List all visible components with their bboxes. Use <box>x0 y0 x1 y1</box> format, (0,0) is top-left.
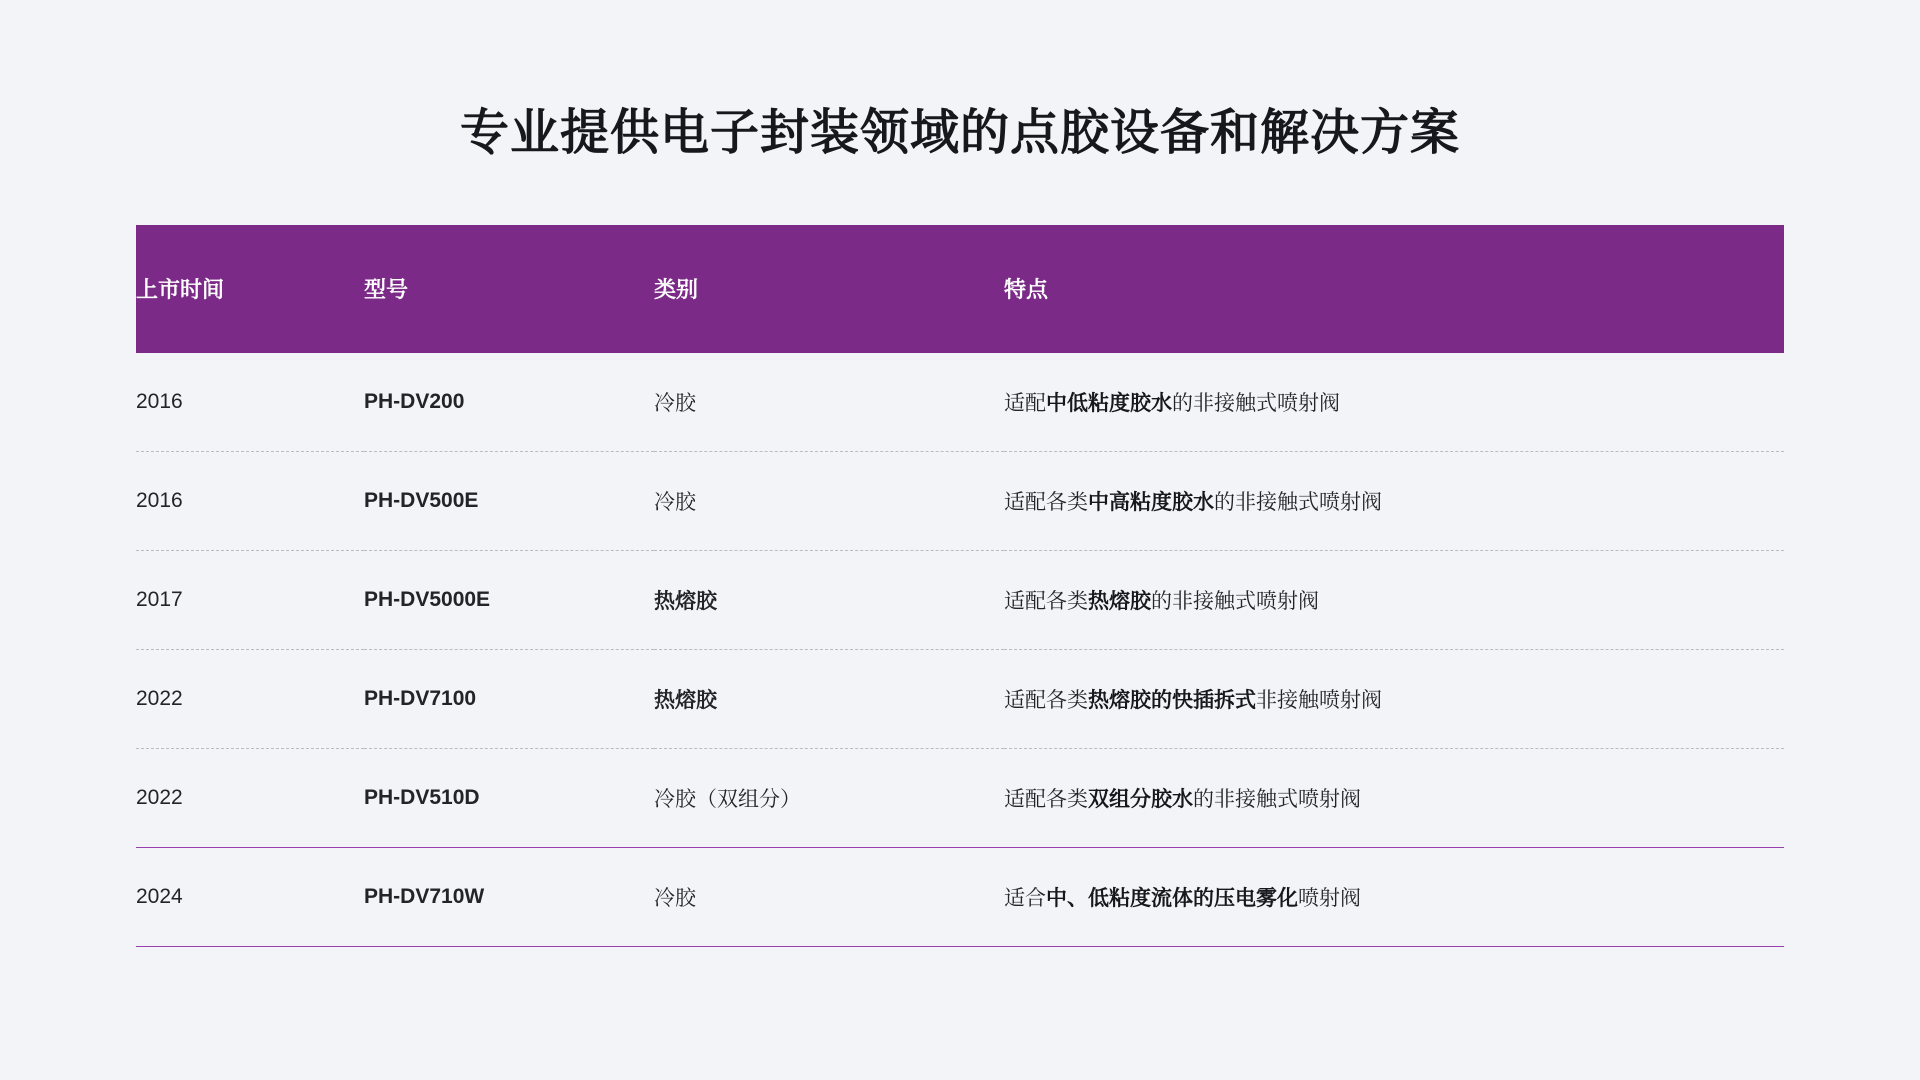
page-title: 专业提供电子封装领域的点胶设备和解决方案 <box>459 106 1460 160</box>
table-row <box>136 451 1784 550</box>
cell-features <box>1004 353 1784 452</box>
feature-text: 的非接触式喷射阀 <box>1151 589 1319 613</box>
cell-model: PH-DV7100 <box>364 649 654 748</box>
column-header-launch-year: 上市时间 <box>136 225 364 353</box>
feature-text: 的非接触式喷射阀 <box>1172 391 1340 415</box>
cell-launch-year: 2017 <box>136 550 364 649</box>
cell-launch-year: 2016 <box>136 353 364 452</box>
feature-text: 适合 <box>1004 886 1046 910</box>
feature-highlight: 热熔胶的快插拆式 <box>1088 688 1256 712</box>
cell-category: 热熔胶 <box>654 550 1004 649</box>
cell-category: 冷胶 <box>654 353 1004 452</box>
feature-text: 适配各类 <box>1004 787 1088 811</box>
cell-features <box>1004 649 1784 748</box>
table-row <box>136 847 1784 946</box>
table-body <box>136 353 1784 947</box>
feature-highlight: 双组分胶水 <box>1088 787 1193 811</box>
cell-model: PH-DV710W <box>364 847 654 946</box>
product-table <box>136 225 1784 947</box>
feature-text: 的非接触式喷射阀 <box>1214 490 1382 514</box>
feature-highlight: 热熔胶 <box>1088 589 1151 613</box>
table-header-row <box>136 225 1784 353</box>
cell-category: 冷胶 <box>654 451 1004 550</box>
table-row <box>136 353 1784 452</box>
cell-launch-year: 2022 <box>136 748 364 847</box>
cell-launch-year: 2016 <box>136 451 364 550</box>
cell-features <box>1004 748 1784 847</box>
cell-model: PH-DV5000E <box>364 550 654 649</box>
cell-features <box>1004 451 1784 550</box>
feature-highlight: 中低粘度胶水 <box>1046 391 1172 415</box>
cell-launch-year: 2024 <box>136 847 364 946</box>
feature-text: 适配各类 <box>1004 688 1088 712</box>
feature-text: 的非接触式喷射阀 <box>1193 787 1361 811</box>
cell-launch-year: 2022 <box>136 649 364 748</box>
column-header-features: 特点 <box>1004 225 1784 353</box>
feature-text: 适配各类 <box>1004 589 1088 613</box>
cell-category: 冷胶 <box>654 847 1004 946</box>
feature-text: 喷射阀 <box>1298 886 1361 910</box>
cell-category: 热熔胶 <box>654 649 1004 748</box>
table-row <box>136 748 1784 847</box>
feature-text: 非接触喷射阀 <box>1256 688 1382 712</box>
cell-features <box>1004 847 1784 946</box>
cell-features <box>1004 550 1784 649</box>
feature-text: 适配各类 <box>1004 490 1088 514</box>
feature-highlight: 中高粘度胶水 <box>1088 490 1214 514</box>
product-table-container <box>136 225 1784 947</box>
feature-highlight: 中、低粘度流体的压电雾化 <box>1046 886 1298 910</box>
table-header <box>136 225 1784 353</box>
cell-category: 冷胶（双组分） <box>654 748 1004 847</box>
cell-model: PH-DV500E <box>364 451 654 550</box>
table-row <box>136 649 1784 748</box>
column-header-model: 型号 <box>364 225 654 353</box>
feature-text: 适配 <box>1004 391 1046 415</box>
table-row <box>136 550 1784 649</box>
cell-model: PH-DV200 <box>364 353 654 452</box>
column-header-category: 类别 <box>654 225 1004 353</box>
cell-model: PH-DV510D <box>364 748 654 847</box>
